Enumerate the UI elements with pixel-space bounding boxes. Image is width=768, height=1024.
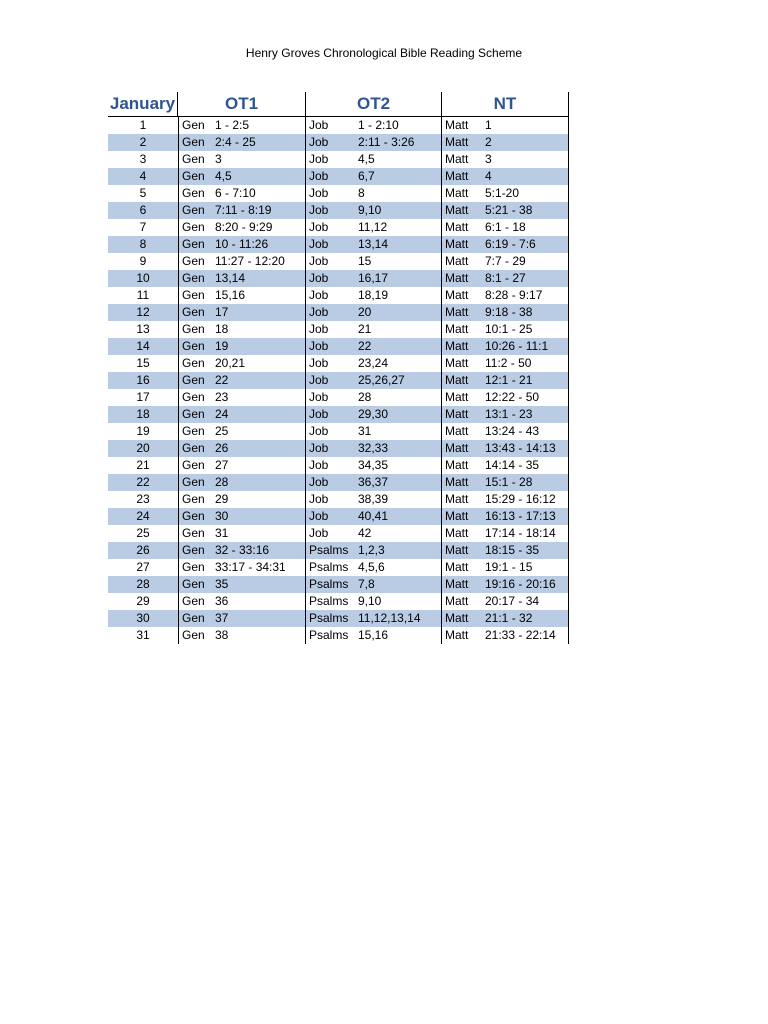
ot2-book-cell: Job	[305, 457, 358, 474]
ot1-book-cell: Gen	[178, 372, 215, 389]
ot2-book-cell: Job	[305, 321, 358, 338]
nt-book-cell: Matt	[441, 117, 485, 134]
day-cell: 26	[136, 543, 150, 557]
ot2-book-cell: Job	[305, 491, 358, 508]
ot2-book-cell: Job	[305, 389, 358, 406]
ot1-reference-cell: 4,5	[215, 169, 232, 183]
nt-reference-cell: 1	[485, 117, 569, 134]
month-header: January	[108, 92, 178, 116]
ot2-book-cell: Job	[305, 423, 358, 440]
ot1-reference-cell: 3	[215, 152, 222, 166]
day-cell: 6	[139, 203, 147, 217]
nt-reference-cell: 5:21 - 38	[485, 202, 569, 219]
ot2-reference-cell: 22	[358, 339, 372, 353]
table-row	[108, 389, 569, 406]
ot2-book-cell: Job	[305, 236, 358, 253]
ot2-reference-cell: 32,33	[358, 441, 389, 455]
ot2-book-cell: Job	[305, 117, 358, 134]
ot1-reference-cell: 17	[215, 305, 229, 319]
table-row	[108, 355, 569, 372]
ot2-book-cell: Job	[305, 338, 358, 355]
ot2-reference-cell: 21	[358, 322, 372, 336]
ot1-book-cell: Gen	[178, 202, 215, 219]
ot2-reference-cell: 25,26,27	[358, 373, 405, 387]
nt-book-cell: Matt	[441, 151, 485, 168]
nt-book-cell: Matt	[441, 525, 485, 542]
ot2-book-cell: Job	[305, 355, 358, 372]
ot1-book-cell: Gen	[178, 440, 215, 457]
nt-book-cell: Matt	[441, 185, 485, 202]
table-row	[108, 627, 569, 644]
nt-reference-cell: 2	[485, 134, 569, 151]
ot1-book-cell: Gen	[178, 542, 215, 559]
ot1-reference-cell: 20,21	[215, 356, 246, 370]
ot1-book-cell: Gen	[178, 151, 215, 168]
ot2-reference-cell: 1,2,3	[358, 543, 385, 557]
nt-reference-cell: 21:1 - 32	[485, 610, 569, 627]
ot2-reference-cell: 36,37	[358, 475, 389, 489]
ot1-reference-cell: 11:27 - 12:20	[215, 254, 285, 268]
table-row	[108, 321, 569, 338]
day-cell: 12	[136, 305, 150, 319]
nt-reference-cell: 11:2 - 50	[485, 355, 569, 372]
ot1-reference-cell: 10 - 11:26	[215, 237, 269, 251]
ot1-reference-cell: 2:4 - 25	[215, 135, 256, 149]
table-row	[108, 338, 569, 355]
table-row	[108, 406, 569, 423]
ot2-book-cell: Job	[305, 406, 358, 423]
ot1-reference-cell: 38	[215, 628, 229, 642]
ot1-reference-cell: 24	[215, 407, 229, 421]
day-cell: 30	[136, 611, 150, 625]
ot1-book-cell: Gen	[178, 610, 215, 627]
table-row	[108, 117, 569, 134]
ot2-reference-cell: 13,14	[358, 237, 389, 251]
nt-reference-cell: 5:1-20	[485, 185, 569, 202]
ot1-reference-cell: 19	[215, 339, 229, 353]
ot1-book-cell: Gen	[178, 236, 215, 253]
table-row	[108, 508, 569, 525]
ot2-reference-cell: 9,10	[358, 203, 382, 217]
document-title: Henry Groves Chronological Bible Reading Scheme	[245, 46, 523, 60]
day-cell: 17	[136, 390, 150, 404]
nt-book-cell: Matt	[441, 389, 485, 406]
ot1-book-cell: Gen	[178, 355, 215, 372]
nt-reference-cell: 10:1 - 25	[485, 321, 569, 338]
ot1-book-cell: Gen	[178, 508, 215, 525]
nt-reference-cell: 13:43 - 14:13	[485, 440, 569, 457]
nt-book-cell: Matt	[441, 559, 485, 576]
table-body	[108, 117, 569, 644]
ot1-book-cell: Gen	[178, 389, 215, 406]
ot1-book-cell: Gen	[178, 304, 215, 321]
ot2-reference-cell: 7,8	[358, 577, 375, 591]
nt-book-cell: Matt	[441, 593, 485, 610]
nt-book-cell: Matt	[441, 491, 485, 508]
ot1-reference-cell: 25	[215, 424, 229, 438]
ot2-reference-cell: 15,16	[358, 628, 389, 642]
ot1-book-cell: Gen	[178, 423, 215, 440]
nt-reference-cell: 13:24 - 43	[485, 423, 569, 440]
nt-book-cell: Matt	[441, 406, 485, 423]
ot2-book-cell: Job	[305, 270, 358, 287]
ot1-reference-cell: 13,14	[215, 271, 246, 285]
ot1-book-cell: Gen	[178, 253, 215, 270]
nt-reference-cell: 9:18 - 38	[485, 304, 569, 321]
ot2-book-cell: Job	[305, 508, 358, 525]
nt-reference-cell: 20:17 - 34	[485, 593, 569, 610]
day-cell: 15	[136, 356, 150, 370]
ot1-book-cell: Gen	[178, 593, 215, 610]
day-cell: 11	[136, 288, 150, 302]
day-cell: 16	[136, 373, 150, 387]
table-row	[108, 134, 569, 151]
ot2-book-cell: Job	[305, 304, 358, 321]
nt-column-header: NT	[441, 92, 569, 116]
ot2-book-cell: Job	[305, 151, 358, 168]
ot1-reference-cell: 23	[215, 390, 229, 404]
nt-reference-cell: 18:15 - 35	[485, 542, 569, 559]
ot1-book-cell: Gen	[178, 474, 215, 491]
nt-reference-cell: 4	[485, 168, 569, 185]
day-cell: 7	[139, 220, 147, 234]
nt-book-cell: Matt	[441, 338, 485, 355]
table-row	[108, 423, 569, 440]
day-cell: 31	[136, 628, 150, 642]
nt-book-cell: Matt	[441, 287, 485, 304]
day-cell: 10	[136, 271, 150, 285]
nt-reference-cell: 15:29 - 16:12	[485, 491, 569, 508]
nt-reference-cell: 16:13 - 17:13	[485, 508, 569, 525]
day-cell: 25	[136, 526, 150, 540]
table-row	[108, 593, 569, 610]
nt-reference-cell: 14:14 - 35	[485, 457, 569, 474]
ot2-reference-cell: 29,30	[358, 407, 389, 421]
nt-reference-cell: 12:1 - 21	[485, 372, 569, 389]
nt-book-cell: Matt	[441, 542, 485, 559]
nt-book-cell: Matt	[441, 134, 485, 151]
table-row	[108, 253, 569, 270]
ot1-reference-cell: 29	[215, 492, 229, 506]
day-cell: 22	[136, 475, 150, 489]
ot2-book-cell: Psalms	[305, 610, 358, 627]
ot2-reference-cell: 4,5	[358, 152, 375, 166]
ot1-reference-cell: 37	[215, 611, 229, 625]
table-row	[108, 202, 569, 219]
ot2-reference-cell: 18,19	[358, 288, 389, 302]
ot2-column-header: OT2	[305, 92, 441, 116]
ot2-reference-cell: 8	[358, 186, 365, 200]
ot1-reference-cell: 35	[215, 577, 229, 591]
table-row	[108, 491, 569, 508]
nt-book-cell: Matt	[441, 202, 485, 219]
ot1-reference-cell: 30	[215, 509, 229, 523]
nt-reference-cell: 13:1 - 23	[485, 406, 569, 423]
nt-book-cell: Matt	[441, 457, 485, 474]
ot2-book-cell: Job	[305, 525, 358, 542]
nt-reference-cell: 17:14 - 18:14	[485, 525, 569, 542]
ot2-reference-cell: 16,17	[358, 271, 389, 285]
table-row	[108, 610, 569, 627]
day-cell: 5	[139, 186, 147, 200]
day-cell: 9	[139, 254, 147, 268]
ot1-reference-cell: 18	[215, 322, 229, 336]
ot2-reference-cell: 1 - 2:10	[358, 118, 399, 132]
ot1-book-cell: Gen	[178, 457, 215, 474]
nt-reference-cell: 12:22 - 50	[485, 389, 569, 406]
ot2-reference-cell: 6,7	[358, 169, 375, 183]
nt-book-cell: Matt	[441, 372, 485, 389]
day-cell: 28	[136, 577, 150, 591]
nt-reference-cell: 10:26 - 11:1	[485, 338, 569, 355]
day-cell: 27	[136, 560, 150, 574]
nt-reference-cell: 8:1 - 27	[485, 270, 569, 287]
table-row	[108, 151, 569, 168]
table-row	[108, 270, 569, 287]
day-cell: 18	[136, 407, 150, 421]
ot2-book-cell: Job	[305, 474, 358, 491]
ot1-reference-cell: 1 - 2:5	[215, 118, 250, 132]
ot2-book-cell: Psalms	[305, 576, 358, 593]
table-row	[108, 576, 569, 593]
ot1-book-cell: Gen	[178, 406, 215, 423]
ot2-book-cell: Job	[305, 134, 358, 151]
ot1-reference-cell: 6 - 7:10	[215, 186, 256, 200]
day-cell: 4	[139, 169, 147, 183]
ot1-book-cell: Gen	[178, 627, 215, 644]
nt-reference-cell: 6:19 - 7:6	[485, 236, 569, 253]
nt-book-cell: Matt	[441, 321, 485, 338]
ot1-book-cell: Gen	[178, 287, 215, 304]
ot2-book-cell: Job	[305, 219, 358, 236]
nt-book-cell: Matt	[441, 168, 485, 185]
ot1-book-cell: Gen	[178, 270, 215, 287]
ot1-book-cell: Gen	[178, 185, 215, 202]
ot2-book-cell: Job	[305, 185, 358, 202]
nt-reference-cell: 19:1 - 15	[485, 559, 569, 576]
day-cell: 2	[139, 135, 147, 149]
ot2-reference-cell: 9,10	[358, 594, 382, 608]
nt-book-cell: Matt	[441, 474, 485, 491]
ot1-reference-cell: 26	[215, 441, 229, 455]
ot1-reference-cell: 27	[215, 458, 229, 472]
ot2-book-cell: Job	[305, 440, 358, 457]
ot1-reference-cell: 22	[215, 373, 229, 387]
ot1-book-cell: Gen	[178, 168, 215, 185]
ot2-book-cell: Job	[305, 287, 358, 304]
ot2-reference-cell: 42	[358, 526, 372, 540]
day-cell: 23	[136, 492, 150, 506]
table-row	[108, 185, 569, 202]
day-cell: 1	[139, 118, 147, 132]
ot1-reference-cell: 28	[215, 475, 229, 489]
ot2-reference-cell: 4,5,6	[358, 560, 385, 574]
ot1-book-cell: Gen	[178, 134, 215, 151]
ot1-book-cell: Gen	[178, 321, 215, 338]
ot1-column-header: OT1	[224, 94, 259, 113]
nt-book-cell: Matt	[441, 304, 485, 321]
ot2-book-cell: Psalms	[305, 542, 358, 559]
nt-reference-cell: 19:16 - 20:16	[485, 576, 569, 593]
nt-book-cell: Matt	[441, 508, 485, 525]
table-row	[108, 236, 569, 253]
nt-book-cell: Matt	[441, 576, 485, 593]
day-cell: 20	[136, 441, 150, 455]
ot2-reference-cell: 11,12	[358, 220, 388, 234]
ot1-book-cell: Gen	[178, 559, 215, 576]
ot1-book-cell: Gen	[178, 338, 215, 355]
ot2-book-cell: Psalms	[305, 627, 358, 644]
nt-reference-cell: 6:1 - 18	[485, 219, 569, 236]
day-cell: 19	[136, 424, 150, 438]
table-row	[108, 219, 569, 236]
table-row	[108, 372, 569, 389]
nt-book-cell: Matt	[441, 440, 485, 457]
nt-reference-cell: 21:33 - 22:14	[485, 627, 569, 644]
table-row	[108, 525, 569, 542]
table-row	[108, 542, 569, 559]
table-row	[108, 457, 569, 474]
day-cell: 3	[139, 152, 147, 166]
ot1-reference-cell: 36	[215, 594, 229, 608]
day-cell: 24	[136, 509, 150, 523]
table-row	[108, 168, 569, 185]
day-cell: 14	[136, 339, 150, 353]
nt-book-cell: Matt	[441, 610, 485, 627]
ot2-book-cell: Job	[305, 253, 358, 270]
ot1-book-cell: Gen	[178, 525, 215, 542]
ot2-reference-cell: 34,35	[358, 458, 389, 472]
ot2-reference-cell: 15	[358, 254, 372, 268]
ot2-book-cell: Psalms	[305, 593, 358, 610]
nt-reference-cell: 15:1 - 28	[485, 474, 569, 491]
ot2-reference-cell: 28	[358, 390, 372, 404]
nt-book-cell: Matt	[441, 627, 485, 644]
ot2-reference-cell: 38,39	[358, 492, 389, 506]
ot2-reference-cell: 23,24	[358, 356, 389, 370]
table-row	[108, 440, 569, 457]
nt-book-cell: Matt	[441, 355, 485, 372]
nt-book-cell: Matt	[441, 270, 485, 287]
table-header-row	[108, 92, 569, 117]
ot1-reference-cell: 15,16	[215, 288, 246, 302]
reading-schedule-table	[108, 92, 569, 644]
day-cell: 29	[136, 594, 150, 608]
day-cell: 13	[136, 322, 150, 336]
nt-book-cell: Matt	[441, 236, 485, 253]
ot2-reference-cell: 2:11 - 3:26	[358, 135, 415, 149]
ot2-reference-cell: 31	[358, 424, 372, 438]
nt-reference-cell: 7:7 - 29	[485, 253, 569, 270]
ot2-book-cell: Psalms	[305, 559, 358, 576]
ot1-book-cell: Gen	[178, 576, 215, 593]
ot1-book-cell: Gen	[178, 219, 215, 236]
ot1-reference-cell: 33:17 - 34:31	[215, 560, 286, 574]
table-row	[108, 474, 569, 491]
ot1-reference-cell: 31	[215, 526, 229, 540]
table-row	[108, 304, 569, 321]
ot1-reference-cell: 7:11 - 8:19	[215, 203, 272, 217]
ot1-book-cell: Gen	[178, 117, 215, 134]
nt-book-cell: Matt	[441, 219, 485, 236]
nt-book-cell: Matt	[441, 423, 485, 440]
table-row	[108, 287, 569, 304]
ot2-reference-cell: 20	[358, 305, 372, 319]
ot2-book-cell: Job	[305, 168, 358, 185]
ot1-reference-cell: 8:20 - 9:29	[215, 220, 273, 234]
ot2-reference-cell: 11,12,13,14	[358, 611, 421, 625]
ot1-book-cell: Gen	[178, 491, 215, 508]
ot2-reference-cell: 40,41	[358, 509, 389, 523]
ot1-reference-cell: 32 - 33:16	[215, 543, 270, 557]
day-cell: 21	[136, 458, 150, 472]
day-cell: 8	[139, 237, 147, 251]
table-row	[108, 559, 569, 576]
ot2-book-cell: Job	[305, 372, 358, 389]
nt-book-cell: Matt	[441, 253, 485, 270]
ot2-book-cell: Job	[305, 202, 358, 219]
nt-reference-cell: 8:28 - 9:17	[485, 287, 569, 304]
nt-reference-cell: 3	[485, 151, 569, 168]
